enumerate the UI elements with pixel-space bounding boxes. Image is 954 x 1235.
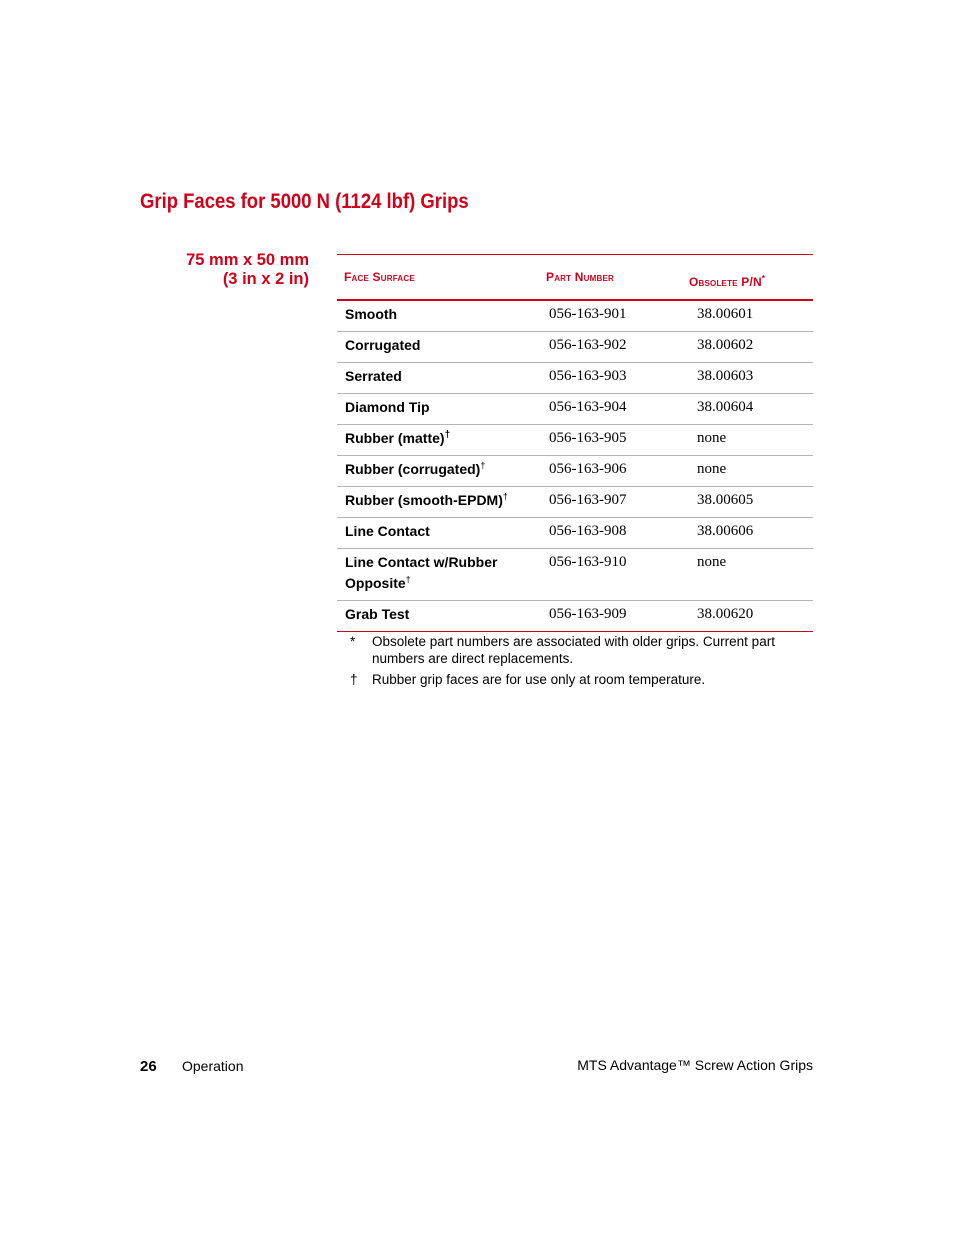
table-row: [337, 300, 813, 332]
footer-left: [140, 1058, 243, 1075]
part-number-cell: 056-163-905: [539, 425, 682, 456]
footnote-text: Rubber grip faces are for use only at room temperature.: [372, 672, 706, 687]
table-row: [337, 425, 813, 456]
obsolete-pn-cell: 38.00603: [682, 363, 813, 394]
footnote-ref: †: [405, 574, 411, 585]
obsolete-pn-cell: 38.00620: [682, 601, 813, 632]
face-surface-cell: Diamond Tip: [337, 394, 539, 425]
header-obsolete-pn: Obsolete P/N*: [682, 255, 813, 301]
part-number-cell: 056-163-901: [539, 300, 682, 332]
table-row: [337, 518, 813, 549]
header-footnote-mark: *: [761, 274, 766, 283]
face-surface-cell: Line Contact w/Rubber Opposite†: [337, 549, 539, 601]
footnote-mark: *: [350, 634, 356, 649]
page-number: 26: [140, 1058, 157, 1075]
face-surface-cell: Rubber (matte)†: [337, 425, 539, 456]
section-name: Operation: [182, 1058, 244, 1074]
part-number-cell: 056-163-908: [539, 518, 682, 549]
obsolete-pn-cell: 38.00606: [682, 518, 813, 549]
footnote: [347, 671, 813, 688]
table-row: [337, 487, 813, 518]
face-surface-cell: Serrated: [337, 363, 539, 394]
obsolete-pn-cell: 38.00605: [682, 487, 813, 518]
part-number-cell: 056-163-904: [539, 394, 682, 425]
table-row: [337, 601, 813, 632]
part-number-cell: 056-163-910: [539, 549, 682, 601]
face-surface-cell: Corrugated: [337, 332, 539, 363]
footnote: [347, 633, 813, 667]
table-header-row: [337, 255, 813, 301]
footnotes: [347, 633, 813, 692]
obsolete-pn-cell: 38.00604: [682, 394, 813, 425]
obsolete-pn-cell: none: [682, 425, 813, 456]
obsolete-pn-cell: 38.00601: [682, 300, 813, 332]
header-part-number: Part Number: [539, 255, 682, 301]
obsolete-pn-cell: none: [682, 456, 813, 487]
face-surface-cell: Rubber (corrugated)†: [337, 456, 539, 487]
size-heading-imperial: (3 in x 2 in): [222, 270, 309, 288]
face-surface-cell: Rubber (smooth-EPDM)†: [337, 487, 539, 518]
footnote-ref: †: [444, 429, 451, 441]
face-surface-cell: Smooth: [337, 300, 539, 332]
table-row: [337, 332, 813, 363]
part-number-cell: 056-163-909: [539, 601, 682, 632]
header-face-surface: Face Surface: [337, 255, 539, 301]
table-row: [337, 456, 813, 487]
face-surface-cell: Line Contact: [337, 518, 539, 549]
document-title: MTS Advantage™ Screw Action Grips: [577, 1057, 813, 1073]
size-heading: [150, 251, 309, 289]
grip-faces-table: [337, 254, 813, 632]
obsolete-pn-cell: 38.00602: [682, 332, 813, 363]
footnote-ref: †: [480, 460, 486, 471]
part-number-cell: 056-163-906: [539, 456, 682, 487]
table-row: [337, 363, 813, 394]
part-number-cell: 056-163-903: [539, 363, 682, 394]
part-number-cell: 056-163-907: [539, 487, 682, 518]
footnote-ref: †: [502, 491, 508, 502]
table-row: [337, 394, 813, 425]
face-surface-cell: Grab Test: [337, 601, 539, 632]
page-title: Grip Faces for 5000 N (1124 lbf) Grips: [140, 190, 469, 213]
footnote-text: Obsolete part numbers are associated with older grips. Current part numbers are direct replacements.: [372, 634, 775, 666]
table-row: [337, 549, 813, 601]
size-heading-metric: 75 mm x 50 mm: [186, 251, 309, 269]
part-number-cell: 056-163-902: [539, 332, 682, 363]
footnote-mark: †: [350, 672, 358, 687]
obsolete-pn-cell: none: [682, 549, 813, 601]
